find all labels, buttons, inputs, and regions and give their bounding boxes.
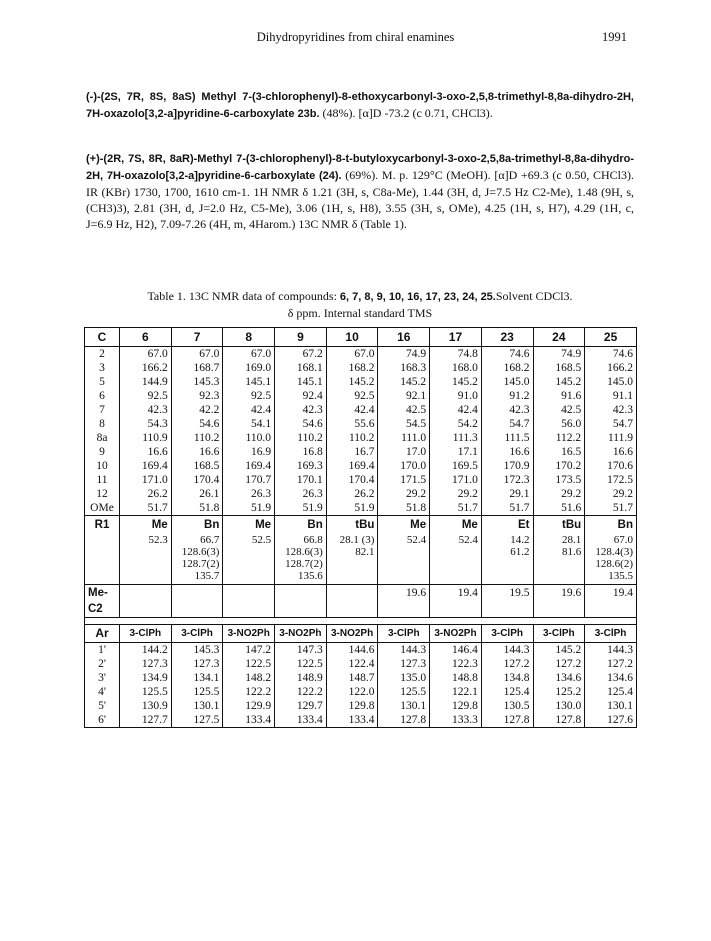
table-cell: 42.3	[481, 403, 533, 417]
caption-prefix: Table 1. 13C NMR data of compounds:	[147, 289, 337, 303]
table-cell: 127.2	[533, 657, 585, 671]
table-cell: 42.4	[223, 403, 275, 417]
aryl-row	[85, 685, 637, 699]
table-cell: 144.2	[120, 643, 172, 658]
table-cell: 172.3	[481, 473, 533, 487]
table-cell: 145.2	[430, 375, 482, 389]
table-cell: 145.2	[533, 643, 585, 658]
table-cell: 144.9	[120, 375, 172, 389]
spacer	[85, 618, 637, 625]
table-cell: 16.6	[612, 446, 633, 458]
aryl-row	[85, 713, 637, 728]
table-cell: 51.8	[171, 501, 223, 516]
table-cell: 170.1	[275, 473, 327, 487]
row-label: 6	[85, 389, 120, 403]
table-cell: 134.6	[533, 671, 585, 685]
table-cell: 145.1	[275, 375, 327, 389]
row-label: 3'	[85, 671, 120, 685]
table-cell: 171.5	[378, 473, 430, 487]
row-label: 8a	[85, 431, 120, 445]
ar-group: 3-ClPh	[171, 625, 223, 643]
table-cell: 122.5	[223, 657, 275, 671]
table-caption	[86, 288, 634, 321]
ar-label: Ar	[85, 625, 120, 643]
table-cell: 125.5	[378, 685, 430, 699]
table-cell: 147.2	[223, 643, 275, 658]
r1-shift-cell: 28.1 81.6	[533, 534, 585, 585]
table-cell: 29.1	[481, 487, 533, 501]
table-cell: 170.2	[533, 459, 585, 473]
table-cell: 145.1	[223, 375, 275, 389]
table-cell: 51.7	[120, 501, 172, 516]
table-cell: 51.7	[430, 501, 482, 516]
r1-label: R1	[85, 516, 120, 535]
table-cell: 42.3	[612, 404, 633, 416]
table-cell: 110.2	[275, 431, 327, 445]
r1-shift-cell: 67.0 128.4(3) 128.6(2) 135.5	[595, 534, 633, 582]
me-c2-cell	[326, 585, 378, 618]
r1-shift-cell: 52.4	[378, 534, 430, 585]
table-cell: 110.2	[326, 431, 378, 445]
row-label: 2	[85, 347, 120, 362]
me-c2-cell: 19.6	[378, 585, 430, 618]
r1-shift-cell: 66.8 128.6(3) 128.7(2) 135.6	[275, 534, 327, 585]
table-cell: 134.9	[120, 671, 172, 685]
table-cell: 16.8	[275, 445, 327, 459]
aryl-row	[85, 699, 637, 713]
table-cell: 144.3	[378, 643, 430, 658]
table-cell: 92.4	[275, 389, 327, 403]
me-c2-cell	[171, 585, 223, 618]
table-row	[85, 361, 637, 375]
column-header-compound: 23	[481, 328, 533, 347]
table-cell: 125.5	[120, 685, 172, 699]
r1-group: Me	[120, 516, 172, 535]
table-cell: 127.2	[481, 657, 533, 671]
table-header-row	[85, 328, 637, 347]
r1-group: Me	[378, 516, 430, 535]
row-label: OMe	[85, 501, 120, 516]
table-cell: 127.8	[533, 713, 585, 728]
table-cell: 169.4	[223, 459, 275, 473]
r1-shift-cell: 28.1 (3) 82.1	[326, 534, 378, 585]
r1-shift-row	[85, 534, 637, 585]
table-cell: 122.2	[275, 685, 327, 699]
table-cell: 127.3	[378, 657, 430, 671]
table-cell: 170.9	[481, 459, 533, 473]
table-cell: 16.5	[533, 445, 585, 459]
table-cell: 168.0	[430, 361, 482, 375]
table-cell: 133.4	[326, 713, 378, 728]
table-cell: 122.4	[326, 657, 378, 671]
table-cell: 42.2	[171, 403, 223, 417]
table-cell: 145.2	[378, 375, 430, 389]
table-cell: 67.0	[223, 347, 275, 362]
table-cell: 127.6	[607, 714, 633, 726]
table-cell: 111.9	[607, 432, 633, 444]
column-header-compound: 25	[585, 328, 637, 347]
row-label: 4'	[85, 685, 120, 699]
table-cell: 42.4	[430, 403, 482, 417]
table-cell: 168.2	[326, 361, 378, 375]
table-cell: 134.6	[607, 672, 633, 684]
table-cell: 172.5	[607, 474, 633, 486]
table-cell: 125.4	[481, 685, 533, 699]
table-cell: 17.1	[430, 445, 482, 459]
table-cell: 166.2	[607, 362, 633, 374]
compound-23b-paragraph	[86, 88, 634, 122]
column-header-compound: 16	[378, 328, 430, 347]
table-cell: 170.7	[223, 473, 275, 487]
table-cell: 67.0	[326, 347, 378, 362]
table-cell: 92.5	[223, 389, 275, 403]
ar-group: 3-ClPh	[120, 625, 172, 643]
me-c2-cell	[223, 585, 275, 618]
me-c2-cell: 19.6	[533, 585, 585, 618]
table-cell: 125.2	[533, 685, 585, 699]
row-label: 11	[85, 473, 120, 487]
me-c2-row	[85, 585, 637, 618]
ar-group: 3-ClPh	[585, 625, 637, 643]
table-cell: 29.2	[612, 488, 633, 500]
table-cell: 110.2	[171, 431, 223, 445]
table-cell: 54.7	[612, 418, 633, 430]
r1-group: tBu	[326, 516, 378, 535]
table-cell: 54.3	[120, 417, 172, 431]
table-cell: 135.0	[378, 671, 430, 685]
table-cell: 51.9	[275, 501, 327, 516]
table-cell: 51.9	[326, 501, 378, 516]
table-cell: 16.9	[223, 445, 275, 459]
row-label: 5'	[85, 699, 120, 713]
table-cell: 74.6	[481, 347, 533, 362]
ar-header-row	[85, 625, 637, 643]
compound-name: (+)-(2R, 7S, 8R, 8aR)-Methyl 7-(3-chlorophenyl)-8-t-butyloxycarbonyl-3-oxo-2,5,8a-trimethyl-8,8a-dihydro-2H, 7H-oxazolo[3,2-a]pyridine-6-carboxylate (24).	[86, 153, 634, 182]
table-cell: 127.5	[171, 713, 223, 728]
table-cell: 112.2	[533, 431, 585, 445]
table-cell: 144.3	[607, 644, 633, 656]
row-label: 5	[85, 375, 120, 389]
table-cell: 67.2	[275, 347, 327, 362]
table-cell: 134.8	[481, 671, 533, 685]
compound-data: (69%). M. p. 129°C (MeOH). [α]D +69.3 (c 0.50, CHCl3). IR (KBr) 1730, 1700, 1610 cm-1. 1H NMR δ 1.21 (3H, s, C8a-Me), 1.44 (3H, d, J=7.5 Hz C2-Me), 1.48 (9H, s, (CH3)3), 2.81 (3H, d, J=2.0 Hz, C5-Me), 3.06 (1H, s, H8), 3.55 (3H, s, OMe), 4.25 (1H, s, H7), 4.29 (1H, c, J=6.9 Hz, H2), 7.09-7.26 (4H, m, 4Harom.) 13C NMR δ (Table 1).	[86, 168, 634, 231]
table-cell: 127.8	[378, 713, 430, 728]
table-cell: 130.0	[533, 699, 585, 713]
ar-group: 3-ClPh	[533, 625, 585, 643]
table-cell: 111.0	[378, 431, 430, 445]
caption-line2: δ ppm. Internal standard TMS	[287, 306, 433, 320]
column-header-compound: 9	[275, 328, 327, 347]
aryl-row	[85, 657, 637, 671]
table-cell: 122.1	[430, 685, 482, 699]
table-cell: 51.7	[612, 502, 633, 514]
table-row	[85, 389, 637, 403]
table-cell: 168.2	[481, 361, 533, 375]
table-cell: 110.0	[223, 431, 275, 445]
r1-group: Bn	[171, 516, 223, 535]
table-cell: 16.6	[171, 445, 223, 459]
table-cell: 42.5	[533, 403, 585, 417]
table-cell: 55.6	[326, 417, 378, 431]
table-cell: 170.4	[171, 473, 223, 487]
row-label: 10	[85, 459, 120, 473]
column-header-compound: 24	[533, 328, 585, 347]
table-cell: 129.8	[430, 699, 482, 713]
aryl-row	[85, 643, 637, 658]
row-label: 6'	[85, 713, 120, 728]
column-header-compound: 8	[223, 328, 275, 347]
r1-group: Me	[223, 516, 275, 535]
r1-shift-cell: 52.5	[223, 534, 275, 585]
table-cell: 74.9	[533, 347, 585, 362]
compound-data: (48%). [α]D -73.2 (c 0.71, CHCl3).	[322, 106, 493, 120]
table-cell: 67.0	[171, 347, 223, 362]
table-cell: 147.3	[275, 643, 327, 658]
table-cell: 111.3	[430, 431, 482, 445]
table-cell: 54.6	[275, 417, 327, 431]
table-cell: 127.3	[120, 657, 172, 671]
table-cell: 92.5	[120, 389, 172, 403]
row-label: 1'	[85, 643, 120, 658]
table-cell: 168.5	[533, 361, 585, 375]
me-c2-cell: 19.5	[481, 585, 533, 618]
table-cell: 54.1	[223, 417, 275, 431]
table-cell: 51.7	[481, 501, 533, 516]
column-header-compound: 10	[326, 328, 378, 347]
r1-row	[85, 516, 637, 535]
table-cell: 170.0	[378, 459, 430, 473]
table-cell: 145.3	[171, 375, 223, 389]
table-cell: 130.1	[378, 699, 430, 713]
table-cell: 51.8	[378, 501, 430, 516]
table-cell: 148.7	[326, 671, 378, 685]
table-cell: 168.1	[275, 361, 327, 375]
column-header-compound: 6	[120, 328, 172, 347]
caption-compounds: 6, 7, 8, 9, 10, 16, 17, 23, 24, 25.	[339, 291, 496, 303]
table-cell: 74.6	[612, 348, 633, 360]
table-cell: 125.5	[171, 685, 223, 699]
table-cell: 92.1	[378, 389, 430, 403]
page-number: 1991	[602, 30, 627, 44]
table-cell: 129.7	[275, 699, 327, 713]
column-header-compound: 17	[430, 328, 482, 347]
table-row	[85, 375, 637, 389]
table-cell: 91.2	[481, 389, 533, 403]
r1-group: Bn	[275, 516, 327, 535]
compound-24-paragraph	[86, 150, 634, 232]
table-cell: 146.4	[430, 643, 482, 658]
table-cell: 127.7	[120, 713, 172, 728]
table-cell: 168.5	[171, 459, 223, 473]
table-row	[85, 347, 637, 362]
table-cell: 26.3	[275, 487, 327, 501]
table-cell: 26.2	[120, 487, 172, 501]
table-cell: 170.6	[607, 460, 633, 472]
table-cell: 16.7	[326, 445, 378, 459]
table-cell: 16.6	[481, 445, 533, 459]
table-cell: 133.4	[275, 713, 327, 728]
table-cell: 144.6	[326, 643, 378, 658]
me-c2-label: Me-C2	[85, 585, 120, 618]
table-cell: 133.3	[430, 713, 482, 728]
table-cell: 125.4	[607, 686, 633, 698]
row-label: 8	[85, 417, 120, 431]
table-cell: 171.0	[430, 473, 482, 487]
table-cell: 29.2	[533, 487, 585, 501]
ar-group: 3-NO2Ph	[275, 625, 327, 643]
table-cell: 17.0	[378, 445, 430, 459]
r1-shift-label	[85, 534, 120, 585]
table-cell: 42.3	[275, 403, 327, 417]
running-header	[0, 30, 711, 50]
table-cell: 129.8	[326, 699, 378, 713]
ar-group: 3-NO2Ph	[430, 625, 482, 643]
table-cell: 91.0	[430, 389, 482, 403]
table-row	[85, 417, 637, 431]
table-cell: 171.0	[120, 473, 172, 487]
table-cell: 145.0	[481, 375, 533, 389]
table-cell: 67.0	[120, 347, 172, 362]
table-cell: 148.9	[275, 671, 327, 685]
table-cell: 122.5	[275, 657, 327, 671]
r1-shift-cell: 52.4	[430, 534, 482, 585]
table-cell: 29.2	[430, 487, 482, 501]
r1-shift-cell: 52.3	[120, 534, 172, 585]
r1-group: tBu	[533, 516, 585, 535]
ar-group: 3-NO2Ph	[326, 625, 378, 643]
table-cell: 145.3	[171, 643, 223, 658]
table-cell: 110.9	[120, 431, 172, 445]
table-row	[85, 501, 637, 516]
table-cell: 51.6	[533, 501, 585, 516]
table-cell: 122.0	[326, 685, 378, 699]
table-cell: 91.6	[533, 389, 585, 403]
table-cell: 54.5	[378, 417, 430, 431]
table-cell: 26.3	[223, 487, 275, 501]
row-label: 7	[85, 403, 120, 417]
aryl-row	[85, 671, 637, 685]
table-cell: 127.3	[171, 657, 223, 671]
table-cell: 170.4	[326, 473, 378, 487]
table-cell: 42.4	[326, 403, 378, 417]
table-cell: 173.5	[533, 473, 585, 487]
r1-group: Et	[481, 516, 533, 535]
compound-name: (-)-(2S, 7R, 8S, 8aS) Methyl 7-(3-chlorophenyl)-8-ethoxycarbonyl-3-oxo-2,5,8-trimethyl-8,8a-dihydro-2H, 7H-oxazolo[3,2-a]pyridine-6-carboxylate 23b.	[86, 91, 634, 120]
table-cell: 29.2	[378, 487, 430, 501]
table-cell: 111.5	[481, 431, 533, 445]
ar-group: 3-ClPh	[481, 625, 533, 643]
table-cell: 169.4	[120, 459, 172, 473]
me-c2-cell	[120, 585, 172, 618]
table-cell: 166.2	[120, 361, 172, 375]
table-cell: 127.2	[607, 658, 633, 670]
table-row	[85, 445, 637, 459]
table-cell: 133.4	[223, 713, 275, 728]
table-cell: 54.6	[171, 417, 223, 431]
table-cell: 122.2	[223, 685, 275, 699]
table-cell: 54.2	[430, 417, 482, 431]
table-cell: 92.5	[326, 389, 378, 403]
ar-group: 3-NO2Ph	[223, 625, 275, 643]
table-cell: 42.5	[378, 403, 430, 417]
r1-shift-cell: 14.2 61.2	[481, 534, 533, 585]
row-label: 12	[85, 487, 120, 501]
row-label: 2'	[85, 657, 120, 671]
table-cell: 51.9	[223, 501, 275, 516]
table-cell: 74.9	[378, 347, 430, 362]
column-header-carbon: C	[85, 328, 120, 347]
table-cell: 145.2	[326, 375, 378, 389]
table-row	[85, 487, 637, 501]
table-cell: 130.1	[171, 699, 223, 713]
table-cell: 130.5	[481, 699, 533, 713]
r1-shift-cell: 66.7 128.6(3) 128.7(2) 135.7	[171, 534, 223, 585]
r1-group: Bn	[585, 516, 637, 535]
table-cell: 144.3	[481, 643, 533, 658]
table-cell: 16.6	[120, 445, 172, 459]
table-cell: 168.7	[171, 361, 223, 375]
table-cell: 26.2	[326, 487, 378, 501]
table-cell: 127.8	[481, 713, 533, 728]
table-cell: 169.4	[326, 459, 378, 473]
me-c2-cell: 19.4	[585, 585, 637, 618]
table-cell: 130.1	[607, 700, 633, 712]
table-cell: 169.3	[275, 459, 327, 473]
row-label: 9	[85, 445, 120, 459]
table-cell: 169.5	[430, 459, 482, 473]
me-c2-cell	[275, 585, 327, 618]
table-cell: 92.3	[171, 389, 223, 403]
spacer-row	[85, 618, 637, 625]
table-cell: 74.8	[430, 347, 482, 362]
table-cell: 26.1	[171, 487, 223, 501]
table-row	[85, 473, 637, 487]
table-cell: 169.0	[223, 361, 275, 375]
table-cell: 148.2	[223, 671, 275, 685]
table-cell: 168.3	[378, 361, 430, 375]
table-cell: 145.0	[607, 376, 633, 388]
table-cell: 134.1	[171, 671, 223, 685]
running-title: Dihydropyridines from chiral enamines	[256, 30, 455, 44]
me-c2-cell: 19.4	[430, 585, 482, 618]
table-row	[85, 431, 637, 445]
caption-suffix: Solvent CDCl3.	[495, 289, 573, 303]
table-cell: 130.9	[120, 699, 172, 713]
column-header-compound: 7	[171, 328, 223, 347]
table-cell: 129.9	[223, 699, 275, 713]
table-cell: 56.0	[533, 417, 585, 431]
row-label: 3	[85, 361, 120, 375]
nmr-data-table	[84, 327, 637, 728]
table-cell: 42.3	[120, 403, 172, 417]
table-cell: 148.8	[430, 671, 482, 685]
ar-group: 3-ClPh	[378, 625, 430, 643]
r1-group: Me	[430, 516, 482, 535]
table-cell: 122.3	[430, 657, 482, 671]
table-cell: 91.1	[612, 390, 633, 402]
table-cell: 145.2	[533, 375, 585, 389]
table-row	[85, 403, 637, 417]
table-row	[85, 459, 637, 473]
table-cell: 54.7	[481, 417, 533, 431]
